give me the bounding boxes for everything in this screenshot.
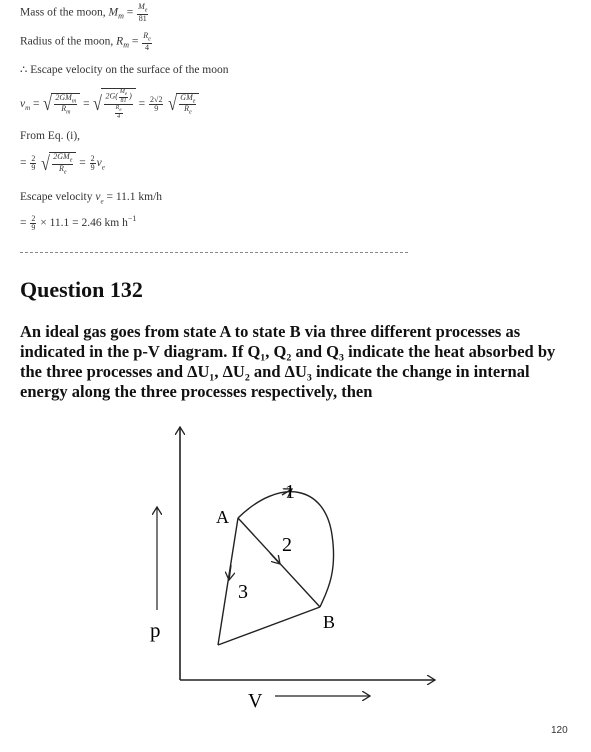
section-divider [20,252,408,253]
vm-equation: $v_m$ = √ $\frac{2GM_m}{R_m}$ = √ 2G( $\frac{M_e}{81}$ ) $\frac{R_e}{4}$ = $\frac{2√2}{9}$ √ $\frac{GM_e}{R_e}$ [20,88,199,120]
v-axis-label: V [248,690,263,712]
process-1-label: 1 [285,481,295,503]
vm-frac3-num: GM [180,92,193,102]
eq2-frac-den: R [59,163,64,173]
result-line: = $\frac{2}{9}$ × 11.1 = 2.46 km $h^{-1}$ [20,213,137,232]
process-3-arrow [229,565,231,580]
eq2-coef-den: 9 [31,163,36,173]
from-eq-line: From Eq. (i), [20,130,81,142]
process-2-label: 2 [282,534,292,556]
eq2-frac-num-sub: e [69,157,73,164]
eq2-rhs-coef [90,155,96,172]
vm-frac1-num: 2GM [55,92,72,102]
state-b-label: B [323,612,336,632]
eq2-rhs-coef-num: 2 [90,154,95,164]
state-a-label: A [216,507,229,527]
process-2-arrow [270,553,280,564]
escape-prefix: Escape velocity [20,191,93,203]
vm-frac2-inner-sub: e [124,92,128,98]
vm-frac2-inner-num: M [119,89,125,95]
moon-radius-sub: m [123,40,129,50]
question-text: An ideal gas goes from state A to state B via three different processes as indicated in the p-V diagram. If Q₁, Q₂ and Q₃ indicate the heat absorbed by the three processes and ΔU₁, ΔU₂ and ΔU₃ indicate the change in internal energy along the three processes respectively, then [20,322,556,401]
moon-radius-num: R [143,31,149,40]
p-axis-label: p [150,618,161,642]
eq2-sqrt [49,152,76,175]
eq2-rhs-coef-den: 9 [90,163,95,173]
process-3-path-a [218,518,238,645]
escape-sub: e [100,197,104,206]
sqrt-icon: √ [41,152,51,175]
sqrt-icon: √ [43,93,53,116]
vm-frac2-den-den: 4 [117,114,121,121]
result-exp: −1 [127,214,137,223]
moon-radius-label: Radius of the moon, [20,35,114,48]
vm-frac-1 [54,94,77,116]
moon-mass-num-sub: e [144,7,148,14]
moon-mass-sub: m [118,11,124,21]
vm-sqrt-2 [101,88,135,120]
escape-value: = 11.1 km/h [106,191,163,203]
vm-frac2-inner [119,89,128,104]
vm-frac3-den: R [184,104,189,114]
moon-radius-line: Radius of the moon, $R_m$ = $\frac{R_e}{4}$ [20,31,151,52]
eq2-coef [30,155,36,172]
eq2-frac [52,153,73,175]
result-coef-den: 9 [31,222,36,232]
vm-frac1-num-sub: m [71,98,77,105]
vm-lhs: v [20,97,26,110]
vm-coef-den: 9 [154,103,159,113]
moon-mass-fraction [137,3,148,23]
eq2-coef-num: 2 [31,154,36,164]
sqrt-icon: √ [168,93,178,116]
eq2-frac-den-sub: e [63,169,67,176]
process-3-label: 3 [238,581,248,603]
vm-sqrt-1 [51,93,80,116]
vm-sqrt-3 [176,93,199,116]
vm-frac2-den-frac [115,105,123,120]
moon-mass-var: M [108,6,119,19]
result-expr: × 11.1 = 2.46 km h [40,216,128,229]
eq2-rhs-var: v [96,157,102,170]
escape-velocity-line [20,191,162,205]
vm-coef-num: 2√2 [150,94,163,104]
vm-lhs-sub: m [25,104,31,113]
escape-var: v [95,191,101,203]
eq2-line: = $\frac{2}{9}$ √ $\frac{2GM_e}{R_e}$ = $\frac{2}{9}$ $v_e$ [20,152,105,176]
moon-radius-num-sub: e [148,36,151,43]
moon-mass-line: Mass of the moon, $M_m$ = $\frac{M_e}{81}$ [20,2,148,23]
vm-frac-3 [179,94,196,116]
moon-mass-den: 81 [138,13,147,23]
vm-frac-2: 2G( $\frac{M_e}{81}$ ) $\frac{R_e}{4}$ [105,89,132,121]
page-number: 120 [551,725,568,736]
result-coef [30,215,36,232]
vm-coef [149,96,163,113]
moon-radius-den: 4 [145,42,149,52]
vm-frac2-inner-den: 81 [120,98,127,105]
vm-frac2-den-sub: e [119,108,122,114]
vm-frac2-num: 2G( [105,91,118,101]
process-3-path-b [218,607,320,645]
sqrt-icon: √ [93,93,103,116]
moon-mass-num: M [138,2,145,11]
vm-frac2-den: R [115,105,120,112]
therefore-line: ∴ Escape velocity on the surface of the moon [20,64,229,76]
pv-diagram [130,415,450,715]
result-coef-num: 2 [31,213,36,223]
question-title: Question 132 [20,277,143,302]
moon-mass-label: Mass of the moon, [20,6,106,19]
moon-radius-fraction [142,32,152,52]
moon-radius-var: R [116,35,124,48]
vm-frac3-num-sub: e [192,98,196,105]
vm-frac1-den: R [61,104,67,114]
vm-frac1-den-sub: m [66,109,71,116]
eq2-rhs-sub: e [101,163,105,172]
eq2-frac-num: 2GM [53,152,70,161]
vm-frac3-den-sub: e [188,109,192,116]
